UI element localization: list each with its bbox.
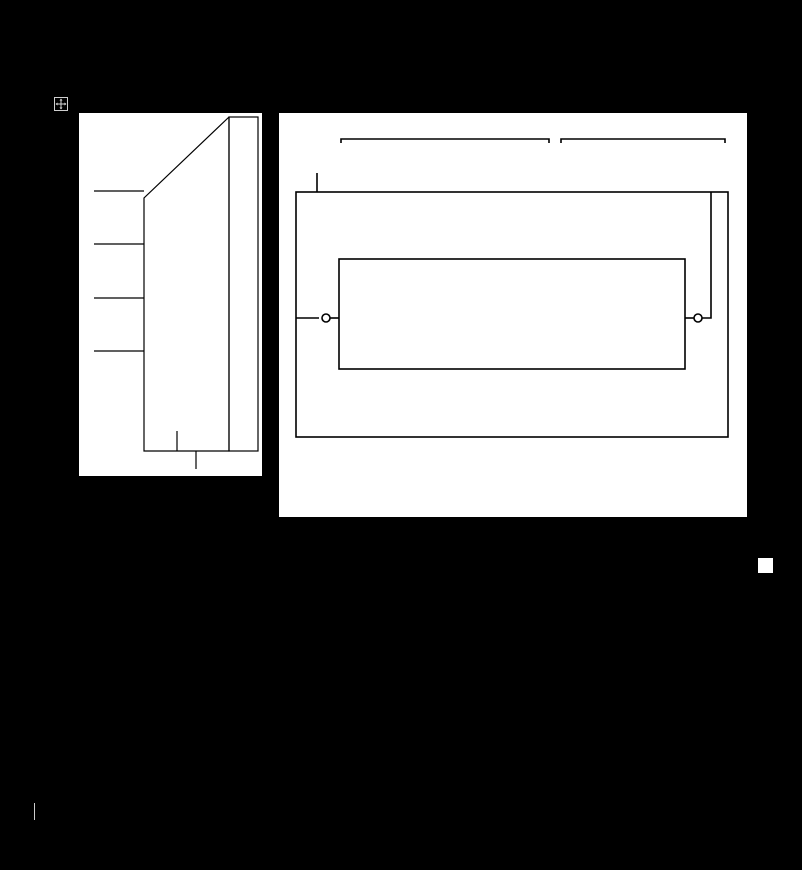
text-cursor[interactable] (34, 803, 35, 820)
move-handle-icon[interactable] (54, 97, 68, 111)
ic-pinout-figure (279, 113, 747, 517)
checkbox[interactable] (758, 558, 773, 573)
decoder-symbol-diagram (79, 113, 262, 476)
decoder-symbol-figure (79, 113, 262, 476)
ic-pinout-diagram (279, 113, 747, 517)
